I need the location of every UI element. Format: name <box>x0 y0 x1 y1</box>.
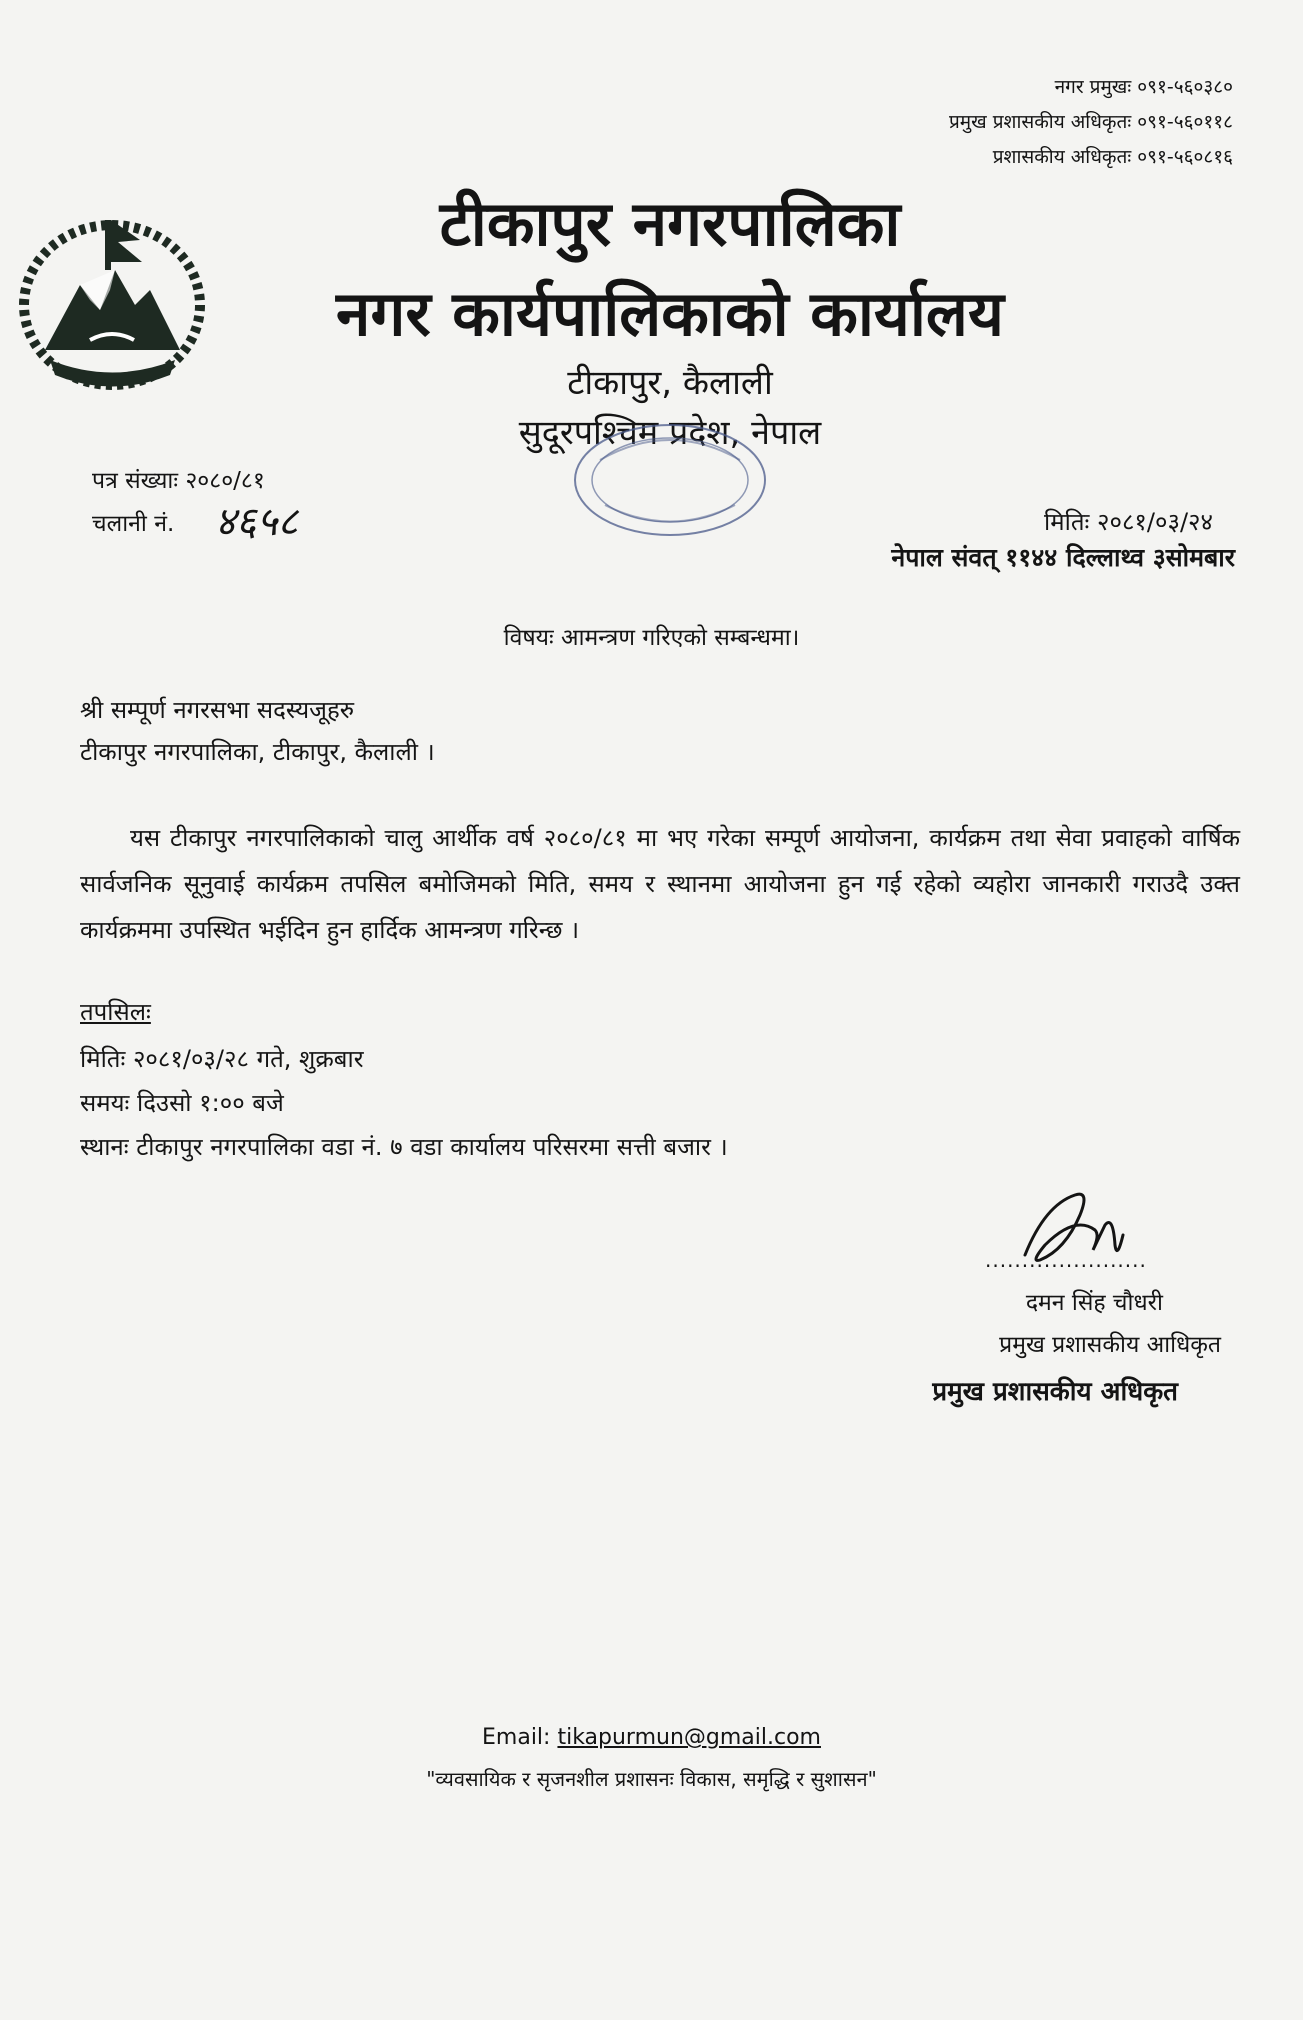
footer-email <box>0 1725 1303 1750</box>
nepal-emblem-icon <box>10 200 215 400</box>
details-place: स्थानः टीकापुर नगरपालिका वडा नं. ७ वडा कार्यालय परिसरमा सत्ती बजार । <box>80 1133 728 1161</box>
signature-line: ...................... <box>985 1248 1147 1272</box>
email-link[interactable]: tikapurmun@gmail.com <box>557 1725 821 1750</box>
letter-date: मितिः २०८१/०३/२४ <box>1044 508 1213 536</box>
details-date: मितिः २०८१/०३/२८ गते, शुक्रबार <box>80 1045 364 1073</box>
contact-admin-officer: प्रशासकीय अधिकृतः ०९१-५६०८१६ <box>992 146 1233 168</box>
footer-motto: "व्यवसायिक र सृजनशील प्रशासनः विकास, समृद्धि र सुशासन" <box>426 1767 877 1791</box>
letter-body: यस टीकापुर नगरपालिकाको चालु आर्थीक वर्ष २०८०/८१ मा भए गरेका सम्पूर्ण आयोजना, कार्यक्रम तथा सेवा प्रवाहको वार्षिक सार्वजनिक सूनुवाई कार्यक्रम तपसिल बमोजिमको मिति, समय र स्थानमा आयोजना हुन गई रहेको व्यहोरा जानकारी गराउदै उक्त कार्यक्रममा उपस्थित भईदिन हुन हार्दिक आमन्त्रण गरिन्छ । <box>80 824 1240 944</box>
contact-cao: प्रमुख प्रशासकीय अधिकृतः ०९१-५६०११८ <box>948 111 1233 133</box>
title-office: नगर कार्यपालिकाको कार्यालय <box>336 277 1004 350</box>
signatory-role: प्रमुख प्रशासकीय आधिकृत <box>999 1332 1221 1358</box>
contact-numbers <box>949 70 1233 175</box>
email-label: Email: <box>482 1725 551 1750</box>
dispatch-label: चलानी नं. <box>92 511 175 537</box>
title-municipality: टीकापुर नगरपालिका <box>439 187 901 260</box>
addressee-line2: टीकापुर नगरपालिका, टीकापुर, कैलाली । <box>80 738 435 766</box>
details-heading: तपसिलः <box>80 998 151 1026</box>
office-address-line2: सुदूरपश्चिम प्रदेश, नेपाल <box>518 413 822 453</box>
nepal-sambat-date: नेपाल संवत् ११४४ दिल्लाथ्व ३सोमबार <box>891 543 1235 572</box>
letter-number: पत्र संख्याः २०८०/८१ <box>92 468 265 494</box>
contact-mayor: नगर प्रमुखः ०९१-५६०३८० <box>1054 76 1233 98</box>
signatory-name: दमन सिंह चौधरी <box>1025 1290 1163 1316</box>
details-time: समयः दिउसो १:०० बजे <box>80 1089 284 1117</box>
addressee-line1: श्री सम्पूर्ण नगरसभा सदस्यजूहरु <box>80 696 355 724</box>
letter-subject: विषयः आमन्त्रण गरिएको सम्बन्धमा। <box>503 625 800 651</box>
signatory-title: प्रमुख प्रशासकीय अधिकृत <box>932 1377 1178 1407</box>
office-stamp-icon <box>560 420 780 550</box>
office-address-line1: टीकापुर, कैलाली <box>567 363 773 403</box>
dispatch-number: ४६५८ <box>215 499 299 545</box>
